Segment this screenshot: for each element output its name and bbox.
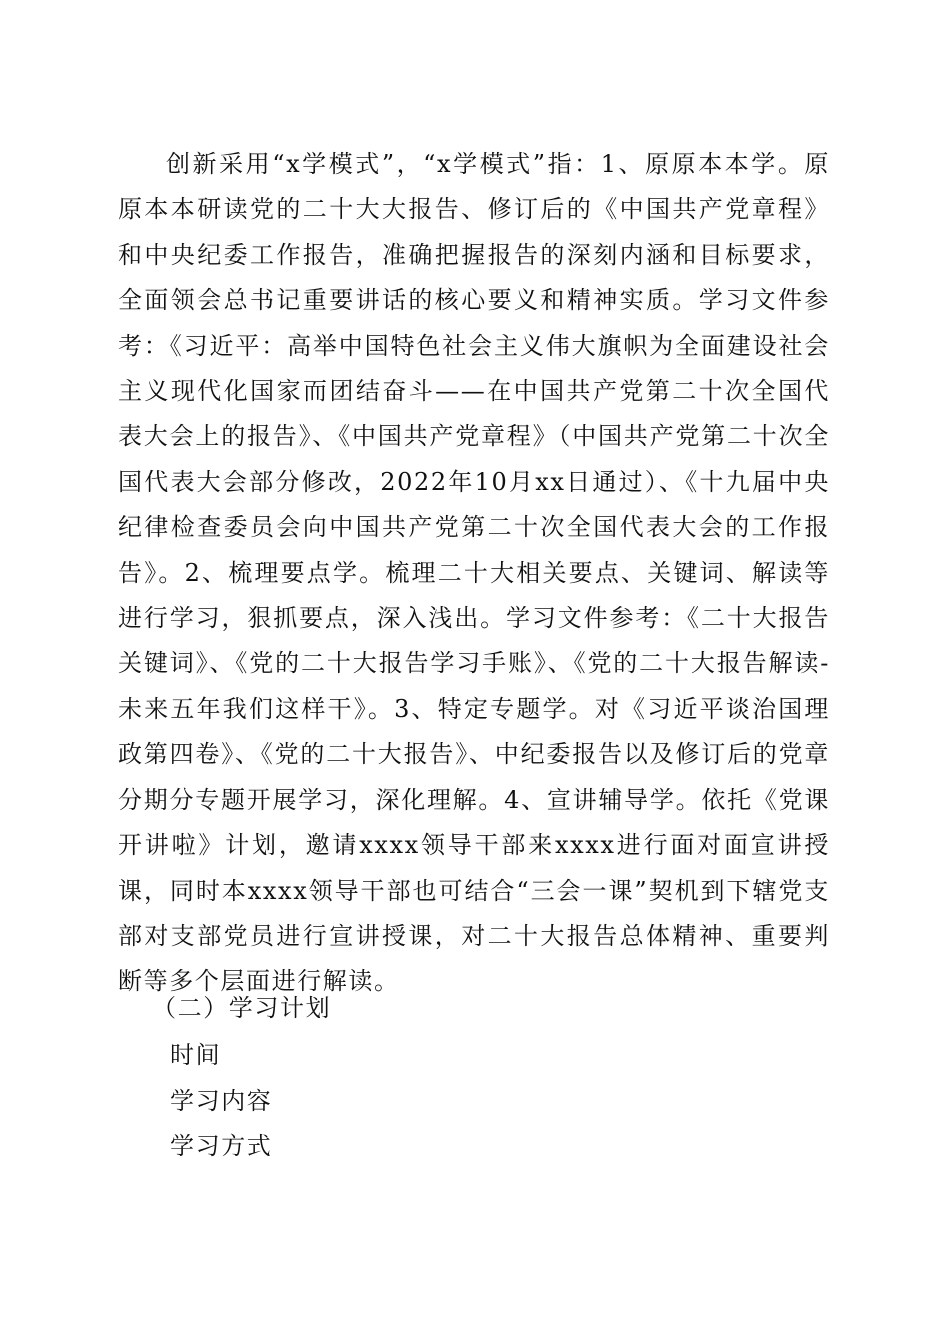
body-paragraph: 创新采用“x学模式”，“x学模式”指：1、原原本本学。原原本本研读党的二十大大报告、修订后的《中国共产党章程》和中央纪委工作报告，准确把握报告的深刻内涵和目标要求，全面领会总书记重要讲话的核心要义和精神实质。学习文件参考：《习近平：高举中国特色社会主义伟大旗帜为全面建设社会主义现代化国家而团结奋斗——在中国共产党第二十次全国代表大会上的报告》、《中国共产党章程》（中国共产党第二十次全国代表大会部分修改，2022年10月xx日通过）、《十九届中央纪律检查委员会向中国共产党第二十次全国代表大会的工作报告》。2、梳理要点学。梳理二十大相关要点、关键词、解读等进行学习，狠抓要点，深入浅出。学习文件参考：《二十大报告关键词》、《党的二十大报告学习手账》、《党的二十大报告解读-未来五年我们这样干》。3、特定专题学。对《习近平谈治国理政第四卷》、《党的二十大报告》、中纪委报告以及修订后的党章分期分专题开展学习，深化理解。4、宣讲辅导学。依托《党课开讲啦》计划，邀请xxxx领导干部来xxxx进行面对面宣讲授课，同时本xxxx领导干部也可结合“三会一课”契机到下辖党支部对支部党员进行宣讲授课，对二十大报告总体精神、重要判断等多个层面进行解读。 [118,150,830,996]
plan-item-content: 学习内容 [170,1087,273,1115]
plan-item-time: 时间 [170,1041,222,1069]
plan-item-method: 学习方式 [170,1132,273,1160]
section-heading-study-plan: （二）学习计划 [152,994,332,1022]
